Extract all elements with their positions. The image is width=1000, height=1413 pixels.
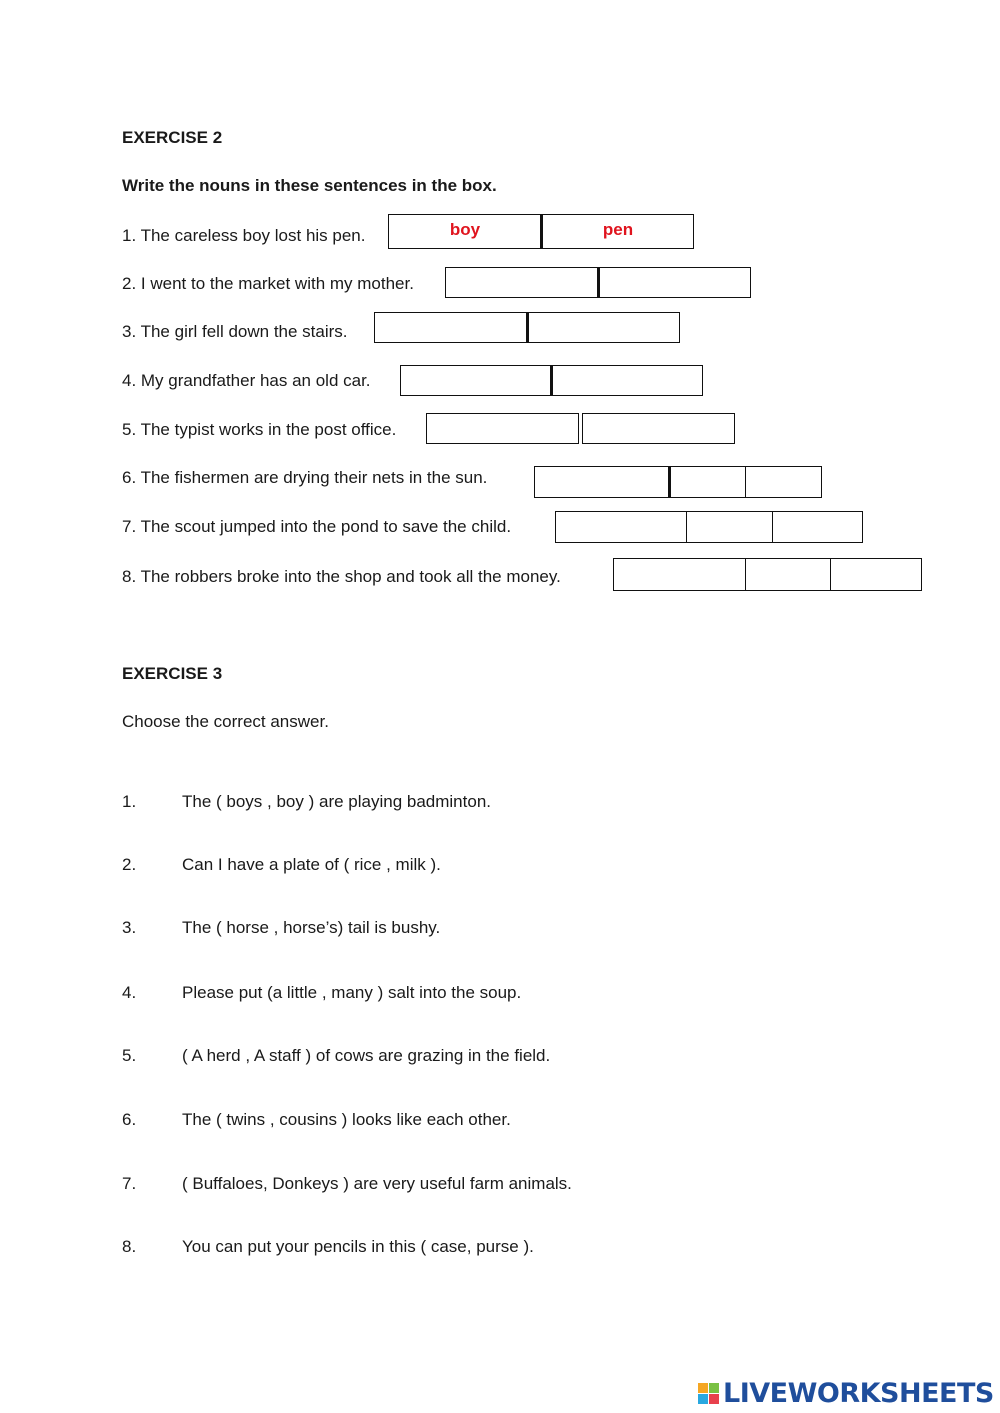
exercise3-question-3[interactable]: The ( horse , horse’s) tail is bushy. (182, 918, 441, 937)
answer-box-7c[interactable] (772, 511, 863, 543)
answer-box-1b[interactable]: pen (540, 214, 694, 249)
exercise2-sentence-4: 4. My grandfather has an old car. (122, 371, 371, 390)
exercise3-question-1[interactable]: The ( boys , boy ) are playing badminton. (182, 792, 491, 811)
answer-box-5a[interactable] (426, 413, 579, 444)
answer-box-3b[interactable] (526, 312, 680, 343)
exercise2-sentence-5: 5. The typist works in the post office. (122, 420, 397, 439)
logo-text: LIVEWORKSHEETS (723, 1377, 994, 1409)
answer-box-6c[interactable] (745, 466, 822, 498)
exercise2-sentence-2: 2. I went to the market with my mother. (122, 274, 414, 293)
answer-box-7b[interactable] (686, 511, 774, 543)
answer-box-3a[interactable] (374, 312, 528, 343)
exercise3-question-2[interactable]: Can I have a plate of ( rice , milk ). (182, 855, 441, 874)
answer-box-8b[interactable] (745, 558, 833, 591)
exercise2-sentence-3: 3. The girl fell down the stairs. (122, 322, 348, 341)
exercise3-question-7[interactable]: ( Buffaloes, Donkeys ) are very useful farm animals. (182, 1174, 572, 1193)
exercise3-number-6: 6. (122, 1110, 137, 1129)
exercise3-title: EXERCISE 3 (122, 664, 223, 683)
answer-box-6b[interactable] (668, 466, 746, 498)
exercise2-sentence-7: 7. The scout jumped into the pond to save the child. (122, 517, 512, 536)
exercise3-number-8: 8. (122, 1237, 137, 1256)
answer-box-5b[interactable] (582, 413, 735, 444)
exercise3-number-3: 3. (122, 918, 137, 937)
answer-box-2a[interactable] (445, 267, 599, 298)
exercise3-number-1: 1. (122, 792, 137, 811)
answer-box-8a[interactable] (613, 558, 747, 591)
exercise2-sentence-1: 1. The careless boy lost his pen. (122, 226, 366, 245)
answer-box-4a[interactable] (400, 365, 552, 396)
answer-box-1a[interactable]: boy (388, 214, 542, 249)
answer-box-6a[interactable] (534, 466, 670, 498)
exercise3-instruction: Choose the correct answer. (122, 712, 329, 731)
exercise3-number-2: 2. (122, 855, 137, 874)
exercise2-instruction: Write the nouns in these sentences in the box. (122, 176, 497, 195)
exercise3-question-8[interactable]: You can put your pencils in this ( case, purse ). (182, 1237, 534, 1256)
answer-box-4b[interactable] (550, 365, 703, 396)
answer-box-2b[interactable] (597, 267, 751, 298)
liveworksheets-logo-icon (698, 1383, 719, 1404)
exercise3-number-7: 7. (122, 1174, 137, 1193)
liveworksheets-logo[interactable] (698, 1377, 994, 1409)
exercise2-sentence-8: 8. The robbers broke into the shop and took all the money. (122, 567, 561, 586)
exercise3-question-5[interactable]: ( A herd , A staff ) of cows are grazing in the field. (182, 1046, 551, 1065)
exercise3-number-4: 4. (122, 983, 137, 1002)
exercise3-question-6[interactable]: The ( twins , cousins ) looks like each other. (182, 1110, 511, 1129)
exercise3-question-4[interactable]: Please put (a little , many ) salt into the soup. (182, 983, 522, 1002)
exercise2-sentence-6: 6. The fishermen are drying their nets in the sun. (122, 468, 488, 487)
exercise2-title: EXERCISE 2 (122, 128, 223, 147)
answer-box-7a[interactable] (555, 511, 688, 543)
exercise3-number-5: 5. (122, 1046, 137, 1065)
answer-box-8c[interactable] (830, 558, 922, 591)
